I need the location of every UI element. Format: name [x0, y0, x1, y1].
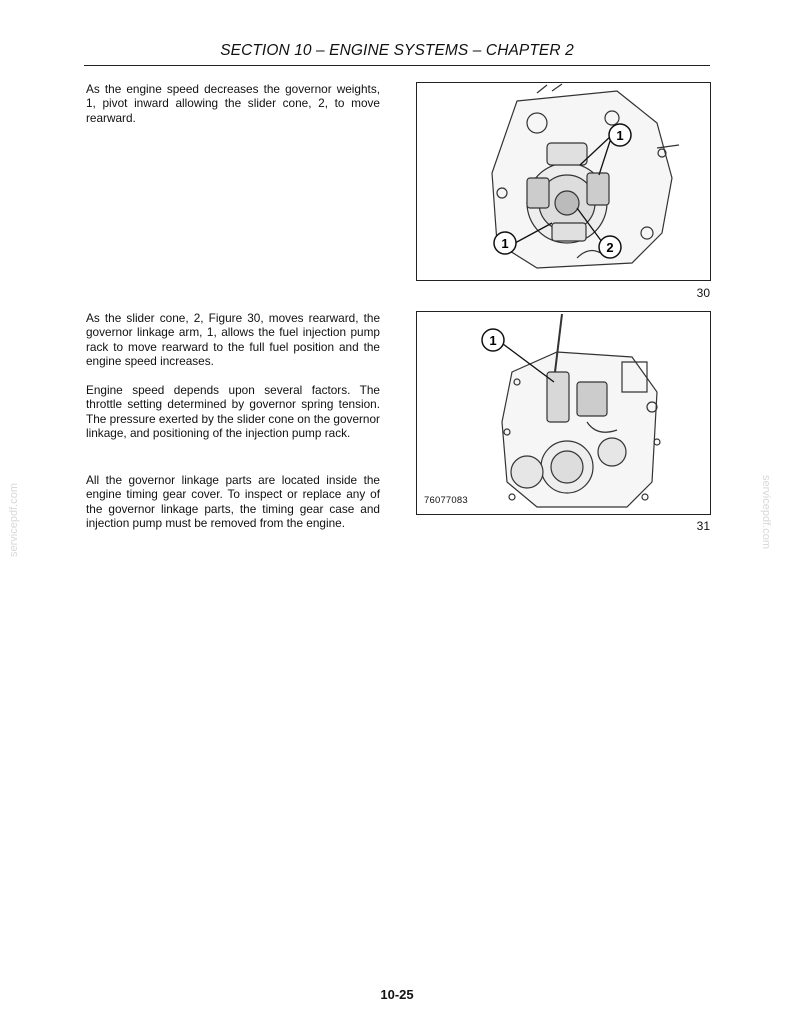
- figure-31-governor-linkage: [416, 311, 711, 515]
- header-rule: [84, 65, 710, 66]
- callout-1-linkage-arm: 1: [489, 333, 497, 348]
- paragraph-linkage-parts: All the governor linkage parts are located inside the engine timing gear cover. To inspect or replace any of the governor linkage parts, the timing gear case and injection pump must be removed from the engine.: [86, 473, 380, 530]
- figure-part-code: 76077083: [424, 495, 468, 506]
- section-title: SECTION 10 – ENGINE SYSTEMS – CHAPTER 2: [220, 42, 574, 59]
- callout-1-weights: 1: [616, 128, 624, 143]
- governor-assembly-illustration: [417, 83, 710, 280]
- figure-number-31: 31: [696, 519, 710, 533]
- figure-30-governor-weights: [416, 82, 711, 281]
- figure-number-30: 30: [696, 286, 710, 300]
- paragraph-slider-cone: As the slider cone, 2, Figure 30, moves rearward, the governor linkage arm, 1, allows the fuel injection pump rack to move rearward to the full fuel position and the engine speed increases.: [86, 311, 380, 368]
- callout-2-slider-cone: 2: [606, 240, 614, 255]
- paragraph-governor-weights: As the engine speed decreases the governor weights, 1, pivot inward allowing the slider cone, 2, to move rearward.: [86, 82, 380, 125]
- watermark-right: servicepdf.com: [760, 475, 772, 549]
- watermark-left: servicepdf.com: [8, 483, 20, 557]
- callout-1-weights-lower: 1: [501, 236, 509, 251]
- page-number: 10-25: [380, 987, 414, 1002]
- paragraph-engine-speed-factors: Engine speed depends upon several factors. The throttle setting determined by governor spring tension. The pressure exerted by the slider cone on the governor linkage, and positioning of the injection pump rack.: [86, 383, 380, 440]
- timing-gear-case-illustration: [417, 312, 710, 514]
